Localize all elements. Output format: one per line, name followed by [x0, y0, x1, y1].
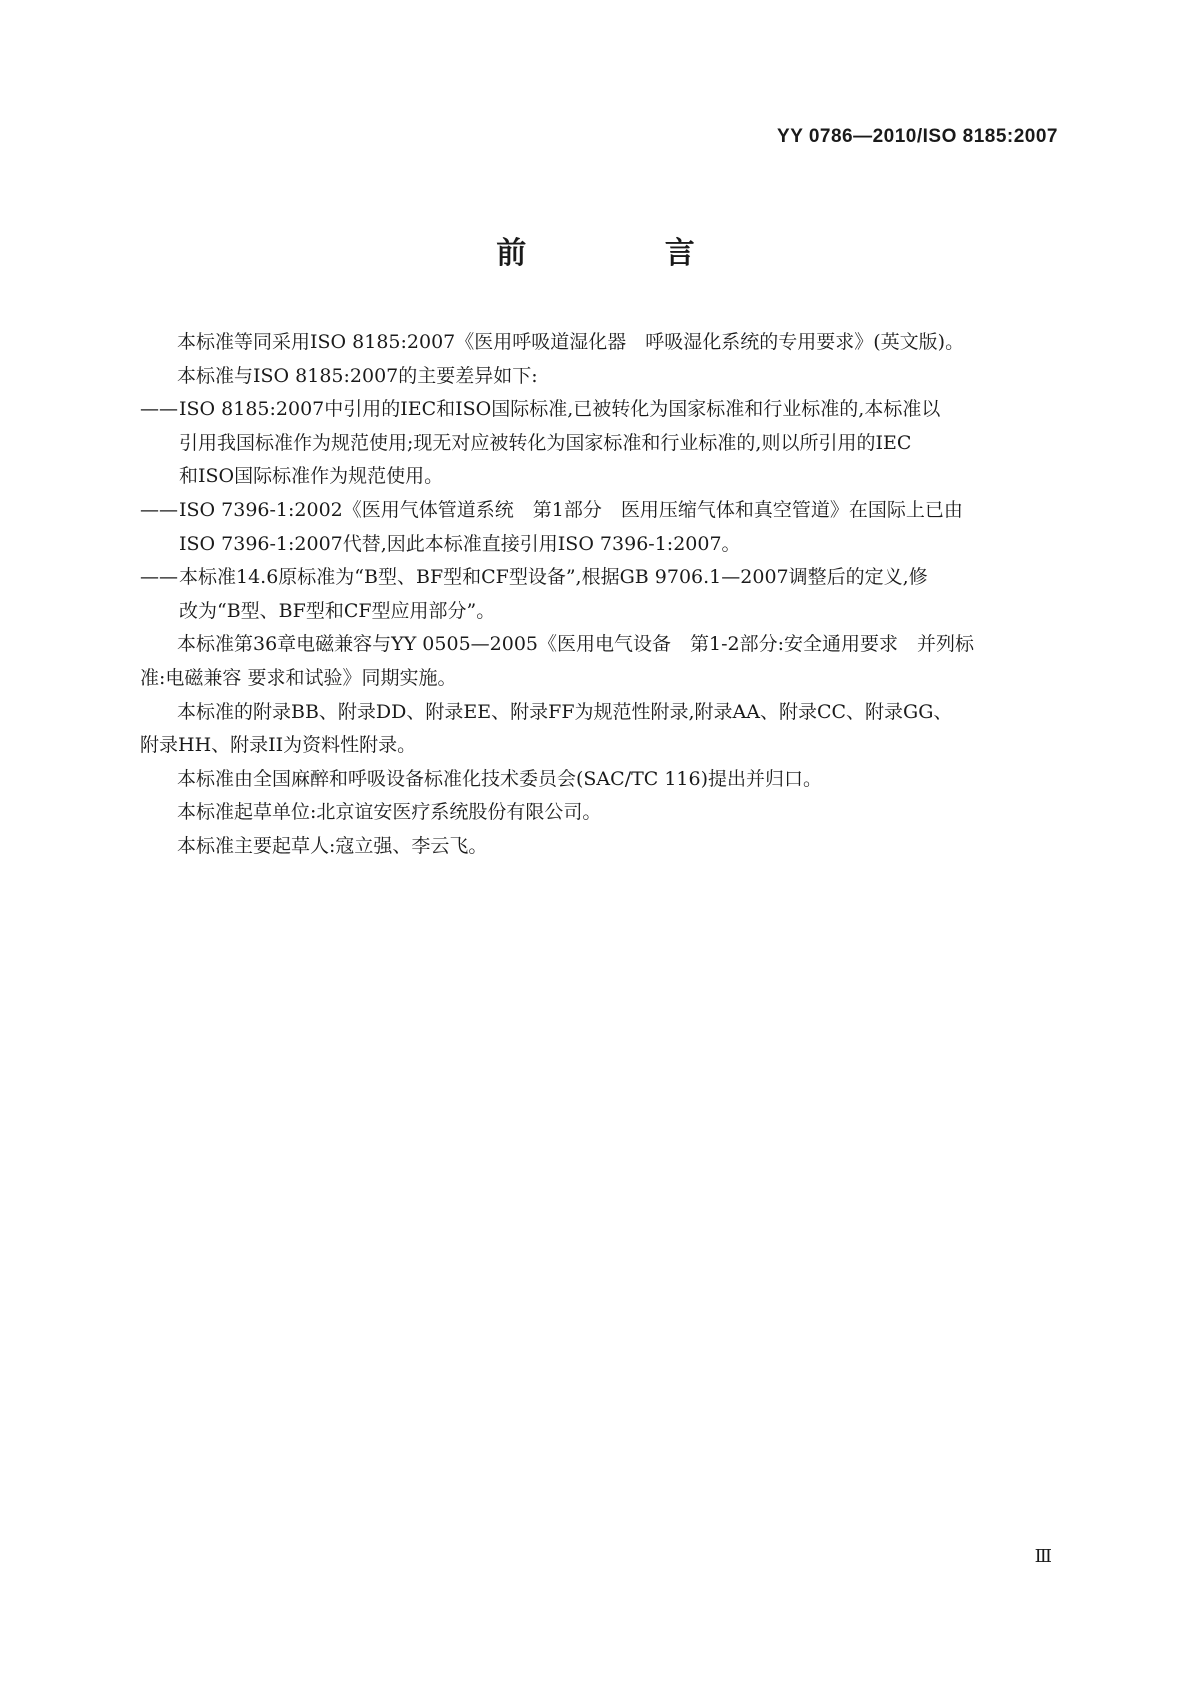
dash-mark: —— — [140, 566, 178, 589]
paragraph-drafting-unit: 本标准起草单位:北京谊安医疗系统股份有限公司。 — [177, 801, 602, 824]
document-body — [140, 326, 1057, 864]
dash-mark: —— — [140, 498, 178, 521]
paragraph-drafters: 本标准主要起草人:寇立强、李云飞。 — [177, 834, 488, 857]
difference-1-line-2: 引用我国标准作为规范使用;现无对应被转化为国家标准和行业标准的,则以所引用的IEC — [179, 431, 912, 454]
page-number: Ⅲ — [1034, 1546, 1052, 1567]
page-title: 前 言 — [496, 236, 759, 271]
paragraph-annexes-line-1: 本标准的附录BB、附录DD、附录EE、附录FF为规范性附录,附录AA、附录CC、附录GG、 — [177, 700, 953, 723]
paragraph-emc-line-1: 本标准第36章电磁兼容与YY 0505—2005《医用电气设备 第1-2部分:安全通用要求 并列标 — [177, 633, 975, 656]
difference-item — [140, 393, 1057, 494]
difference-3-line-2: 改为“B型、BF型和CF型应用部分”。 — [179, 599, 496, 622]
difference-1-line-3: 和ISO国际标准作为规范使用。 — [179, 465, 444, 488]
difference-2-line-1: ISO 7396-1:2002《医用气体管道系统 第1部分 医用压缩气体和真空管道》在国际上已由 — [179, 498, 963, 521]
paragraph-adoption: 本标准等同采用ISO 8185:2007《医用呼吸道湿化器 呼吸湿化系统的专用要求》(英文版)。 — [177, 331, 965, 353]
difference-item — [140, 561, 1057, 628]
paragraph-differences-intro: 本标准与ISO 8185:2007的主要差异如下: — [177, 364, 538, 387]
paragraph-annexes-line-2: 附录HH、附录II为资料性附录。 — [140, 734, 417, 757]
paragraph-emc-line-2: 准:电磁兼容 要求和试验》同期实施。 — [140, 666, 457, 689]
difference-item — [140, 494, 1057, 561]
difference-2-line-2: ISO 7396-1:2007代替,因此本标准直接引用ISO 7396-1:2007。 — [179, 532, 741, 555]
paragraph-proposer: 本标准由全国麻醉和呼吸设备标准化技术委员会(SAC/TC 116)提出并归口。 — [177, 767, 823, 790]
standard-code: YY 0786—2010/ISO 8185:2007 — [777, 126, 1058, 147]
difference-3-line-1: 本标准14.6原标准为“B型、BF型和CF型设备”,根据GB 9706.1—2007调整后的定义,修 — [179, 566, 928, 589]
difference-1-line-1: ISO 8185:2007中引用的IEC和ISO国际标准,已被转化为国家标准和行业标准的,本标准以 — [179, 398, 941, 421]
dash-mark: —— — [140, 398, 178, 421]
